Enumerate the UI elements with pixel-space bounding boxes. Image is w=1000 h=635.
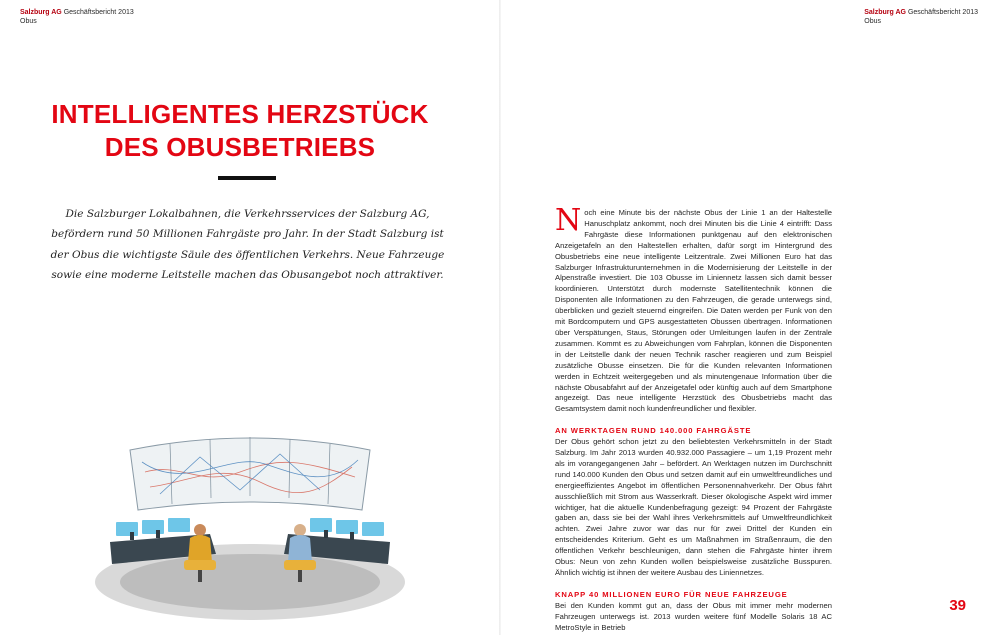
running-header-left — [20, 9, 134, 26]
control-room-illustration — [90, 432, 410, 622]
header-section: Obus — [20, 17, 37, 25]
title-rule — [218, 176, 276, 180]
header-report: Geschäftsbericht 2013 — [63, 9, 134, 16]
body-paragraph-1 — [555, 203, 832, 415]
section-subheading: AN WERKTAGEN RUND 140.000 FAHRGÄSTE — [555, 426, 752, 436]
page-number: 39 — [949, 597, 966, 614]
section-subheading: KNAPP 40 MILLIONEN EURO FÜR NEUE FAHRZEUGE — [555, 589, 788, 599]
header-company: Salzburg AG — [864, 9, 906, 16]
header-section: Obus — [864, 17, 881, 25]
paragraph-text: och eine Minute bis der nächste Obus der Linie 1 an der Haltestelle Hanuschplatz ankommt, noch drei Minuten bis die Linie 4 eintrifft: Dass Fahrgäste diese Informationen punktgenau auf den elektronischen Anzeigetafeln an den Haltestellen erhalten, dafür sorgt im Hintergrund des Obusbetriebs eine neue intelligente Leitzentrale. Zwei Millionen Euro hat das Salzburger Infrastrukturunternehmen in die Modernisierung der Leitstelle in der Alpenstraße investiert. Die 103 Obusse im Liniennetz lassen sich damit besser koordinieren. Unterstützt durch modernste Satellitentechnik können die Disponenten alle Informationen zu den Fahrzeugen, die gerade unterwegs sind, überblicken und gezielt steuernd eingreifen. Die Daten werden per Funk von den mit Bordcomputern und GPS ausgestatteten Obussen übertragen. Informationen über Verspätungen, Staus, Störungen oder Umleitungen laufen in der Zentrale zusammen. Kommt es zu Abweichungen vom Fahrplan, können die Disponenten in der Leitstelle dank der neuen Technik rascher reagieren und zum Beispiel zusätzliche Obusse einsetzen. Die für die Kunden relevanten Informationen werden in Echtzeit weitergegeben und als minutengenaue Information über die nächste Obusabfahrt auf der Anzeigetafel oder künftig auch auf dem Smartphone angezeigt. Das neue intelligente Herzstück des Obusbetriebs macht das Gesamtsystem damit noch kundenfreundlicher und flexibler. — [555, 208, 832, 414]
header-company: Salzburg AG — [20, 9, 62, 16]
drop-cap: N — [555, 203, 582, 238]
spread-gutter — [499, 0, 501, 635]
title-line-2: DES OBUSBETRIEBS — [104, 132, 376, 162]
running-header-right — [864, 9, 978, 26]
lead-paragraph: Die Salzburger Lokalbahnen, die Verkehrsservices der Salzburg AG, befördern rund 50 Millionen Fahrgäste pro Jahr. In der Stadt Salzburg ist der Obus die wichtigste Säule des öffentlichen Verkehrs. Neue Fahrzeuge sowie eine moderne Leitstelle machen das Obusangebot noch attraktiver. — [50, 208, 445, 281]
header-report: Geschäftsbericht 2013 — [907, 9, 978, 16]
body-text-column — [555, 203, 832, 634]
body-paragraph-3: Bei den Kunden kommt gut an, dass der Obus mit immer mehr modernen Fahrzeugen unterwegs ist. 2013 wurden weitere fünf Modelle Solaris 18 AC MetroStyle in Betrieb — [555, 600, 832, 632]
body-paragraph-2: Der Obus gehört schon jetzt zu den beliebtesten Verkehrsmitteln in der Stadt Salzburg. Im Jahr 2013 wurden 40.932.000 Passagiere – um 1,19 Prozent mehr als im vorangegangenen Jahr – befördert. An Werktagen nutzen im Durchschnitt rund 140.000 Kunden den Obus und setzen damit auf ein umweltfreundliches und energieeffizientes Angebot im öffentlichen Personennahverkehr. Der Obus fährt ausschließlich mit Strom aus Wasserkraft. Dieser ökologische Aspekt wird immer wichtiger, hat die aktuelle Kundenbefragung gezeigt: 94 Prozent der Fahrgäste gaben an, dass sie bei der Wahl ihres Verkehrsmittels auf Umweltfreundlichkeit achten. Zwei Jahre zuvor war das nur für zwei Drittel der Kunden ein entscheidendes Kriterium. Geht es um Maßnahmen im Straßenraum, die den öffentlichen Verkehr beschleunigen, dann stehen die Fahrgäste hinter ihrem Obus: Neun von zehn Kunden wollen beispielsweise zusätzliche Busspuren. Ähnlich wichtig ist ihnen der weitere Ausbau des Liniennetzes. — [555, 437, 832, 577]
title-line-1: INTELLIGENTES HERZSTÜCK — [51, 99, 429, 129]
page-title — [40, 98, 440, 164]
